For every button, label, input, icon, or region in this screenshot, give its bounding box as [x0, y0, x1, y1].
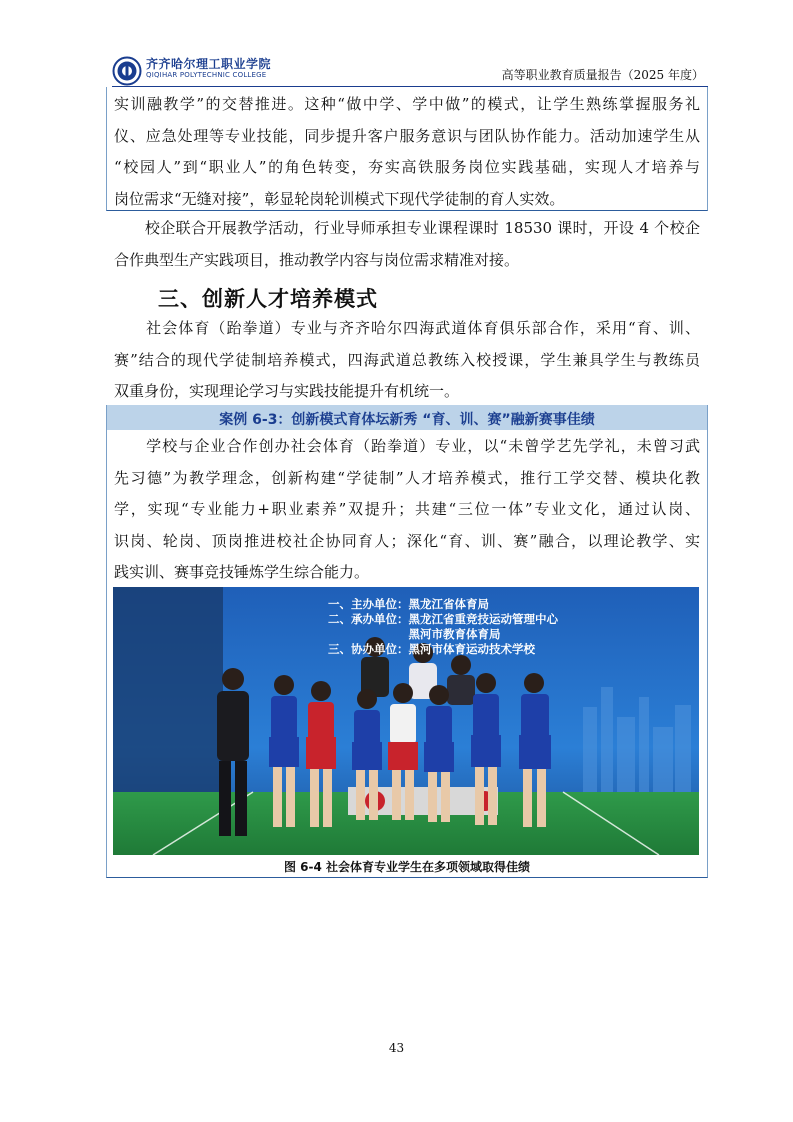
school-emblem-icon	[112, 56, 142, 86]
text-line: 赛”结合的现代学徒制培养模式，四海武道总教练入校授课，学生兼具学生与教练员	[114, 350, 700, 369]
text-line: 校企联合开展教学活动，行业导师承担专业课程课时 18530 课时，开设 4 个校企	[114, 219, 700, 237]
case-title: 案例 6-3：创新模式育体坛新秀 “育、训、赛”融新赛事佳绩	[219, 412, 595, 428]
event-banner	[328, 597, 558, 657]
body-paragraph	[114, 313, 700, 408]
banner-line: 一、主办单位：黑龙江省体育局	[328, 597, 489, 611]
text-line: 学校与企业合作创办社会体育（跆拳道）专业，以“未曾学艺先学礼，未曾习武	[114, 437, 700, 455]
text-line: 岗位需求“无缝对接”，彰显轮岗轮训模式下现代学徒制的育人实效。	[114, 189, 565, 208]
team-photo	[113, 587, 699, 855]
text-line: 识岗、轮岗、顶岗推进校社企协同育人；深化“育、训、赛”融合，以理论教学、实	[114, 531, 700, 550]
text-line: 双重身份，实现理论学习与实践技能提升有机统一。	[114, 382, 460, 400]
text-line: 合作典型生产实践项目，推动教学内容与岗位需求精准对接。	[114, 250, 520, 269]
box-paragraph	[114, 89, 700, 215]
body-paragraph	[114, 213, 700, 276]
page-number: 43	[388, 1041, 405, 1055]
banner-line: 黑河市教育体育局	[328, 627, 501, 641]
page-header	[112, 52, 708, 86]
banner-line: 三、协办单位：黑河市体育运动技术学校	[328, 642, 535, 656]
report-title: 高等职业教育质量报告（2025 年度）	[501, 68, 704, 82]
text-line: 实训融教学”的交替推进。这种“做中学、学中做”的模式，让学生熟练掌握服务礼	[114, 95, 700, 113]
figure-caption: 图 6-4 社会体育专业学生在多项领域取得佳绩	[283, 860, 531, 874]
banner-line: 二、承办单位：黑龙江省重竞技运动管理中心	[328, 612, 558, 626]
text-line: 仪、应急处理等专业技能，同步提升客户服务意识与团队协作能力。活动加速学生从	[114, 126, 700, 145]
text-line: “校园人”到“职业人”的角色转变，夯实高铁服务岗位实践基础，实现人才培养与	[114, 158, 700, 176]
text-line: 践实训、赛事竞技锤炼学生综合能力。	[114, 563, 370, 581]
case-title-bar	[107, 405, 707, 430]
section-heading: 三、创新人才培养模式	[158, 287, 378, 311]
text-line: 学，实现“专业能力+职业素养”双提升；共建“三位一体”专业文化，通过认岗、	[114, 500, 700, 518]
text-line: 社会体育（跆拳道）专业与齐齐哈尔四海武道体育俱乐部合作，采用“育、训、	[114, 319, 700, 337]
case-paragraph	[114, 431, 700, 589]
school-name-cn: 齐齐哈尔理工职业学院	[146, 57, 272, 71]
school-name-en: QIQIHAR POLYTECHNIC COLLEGE	[146, 71, 267, 79]
text-line: 先习德”为教学理念，创新构建“学徒制”人才培养模式，推行工学交替、模块化教	[114, 468, 700, 487]
